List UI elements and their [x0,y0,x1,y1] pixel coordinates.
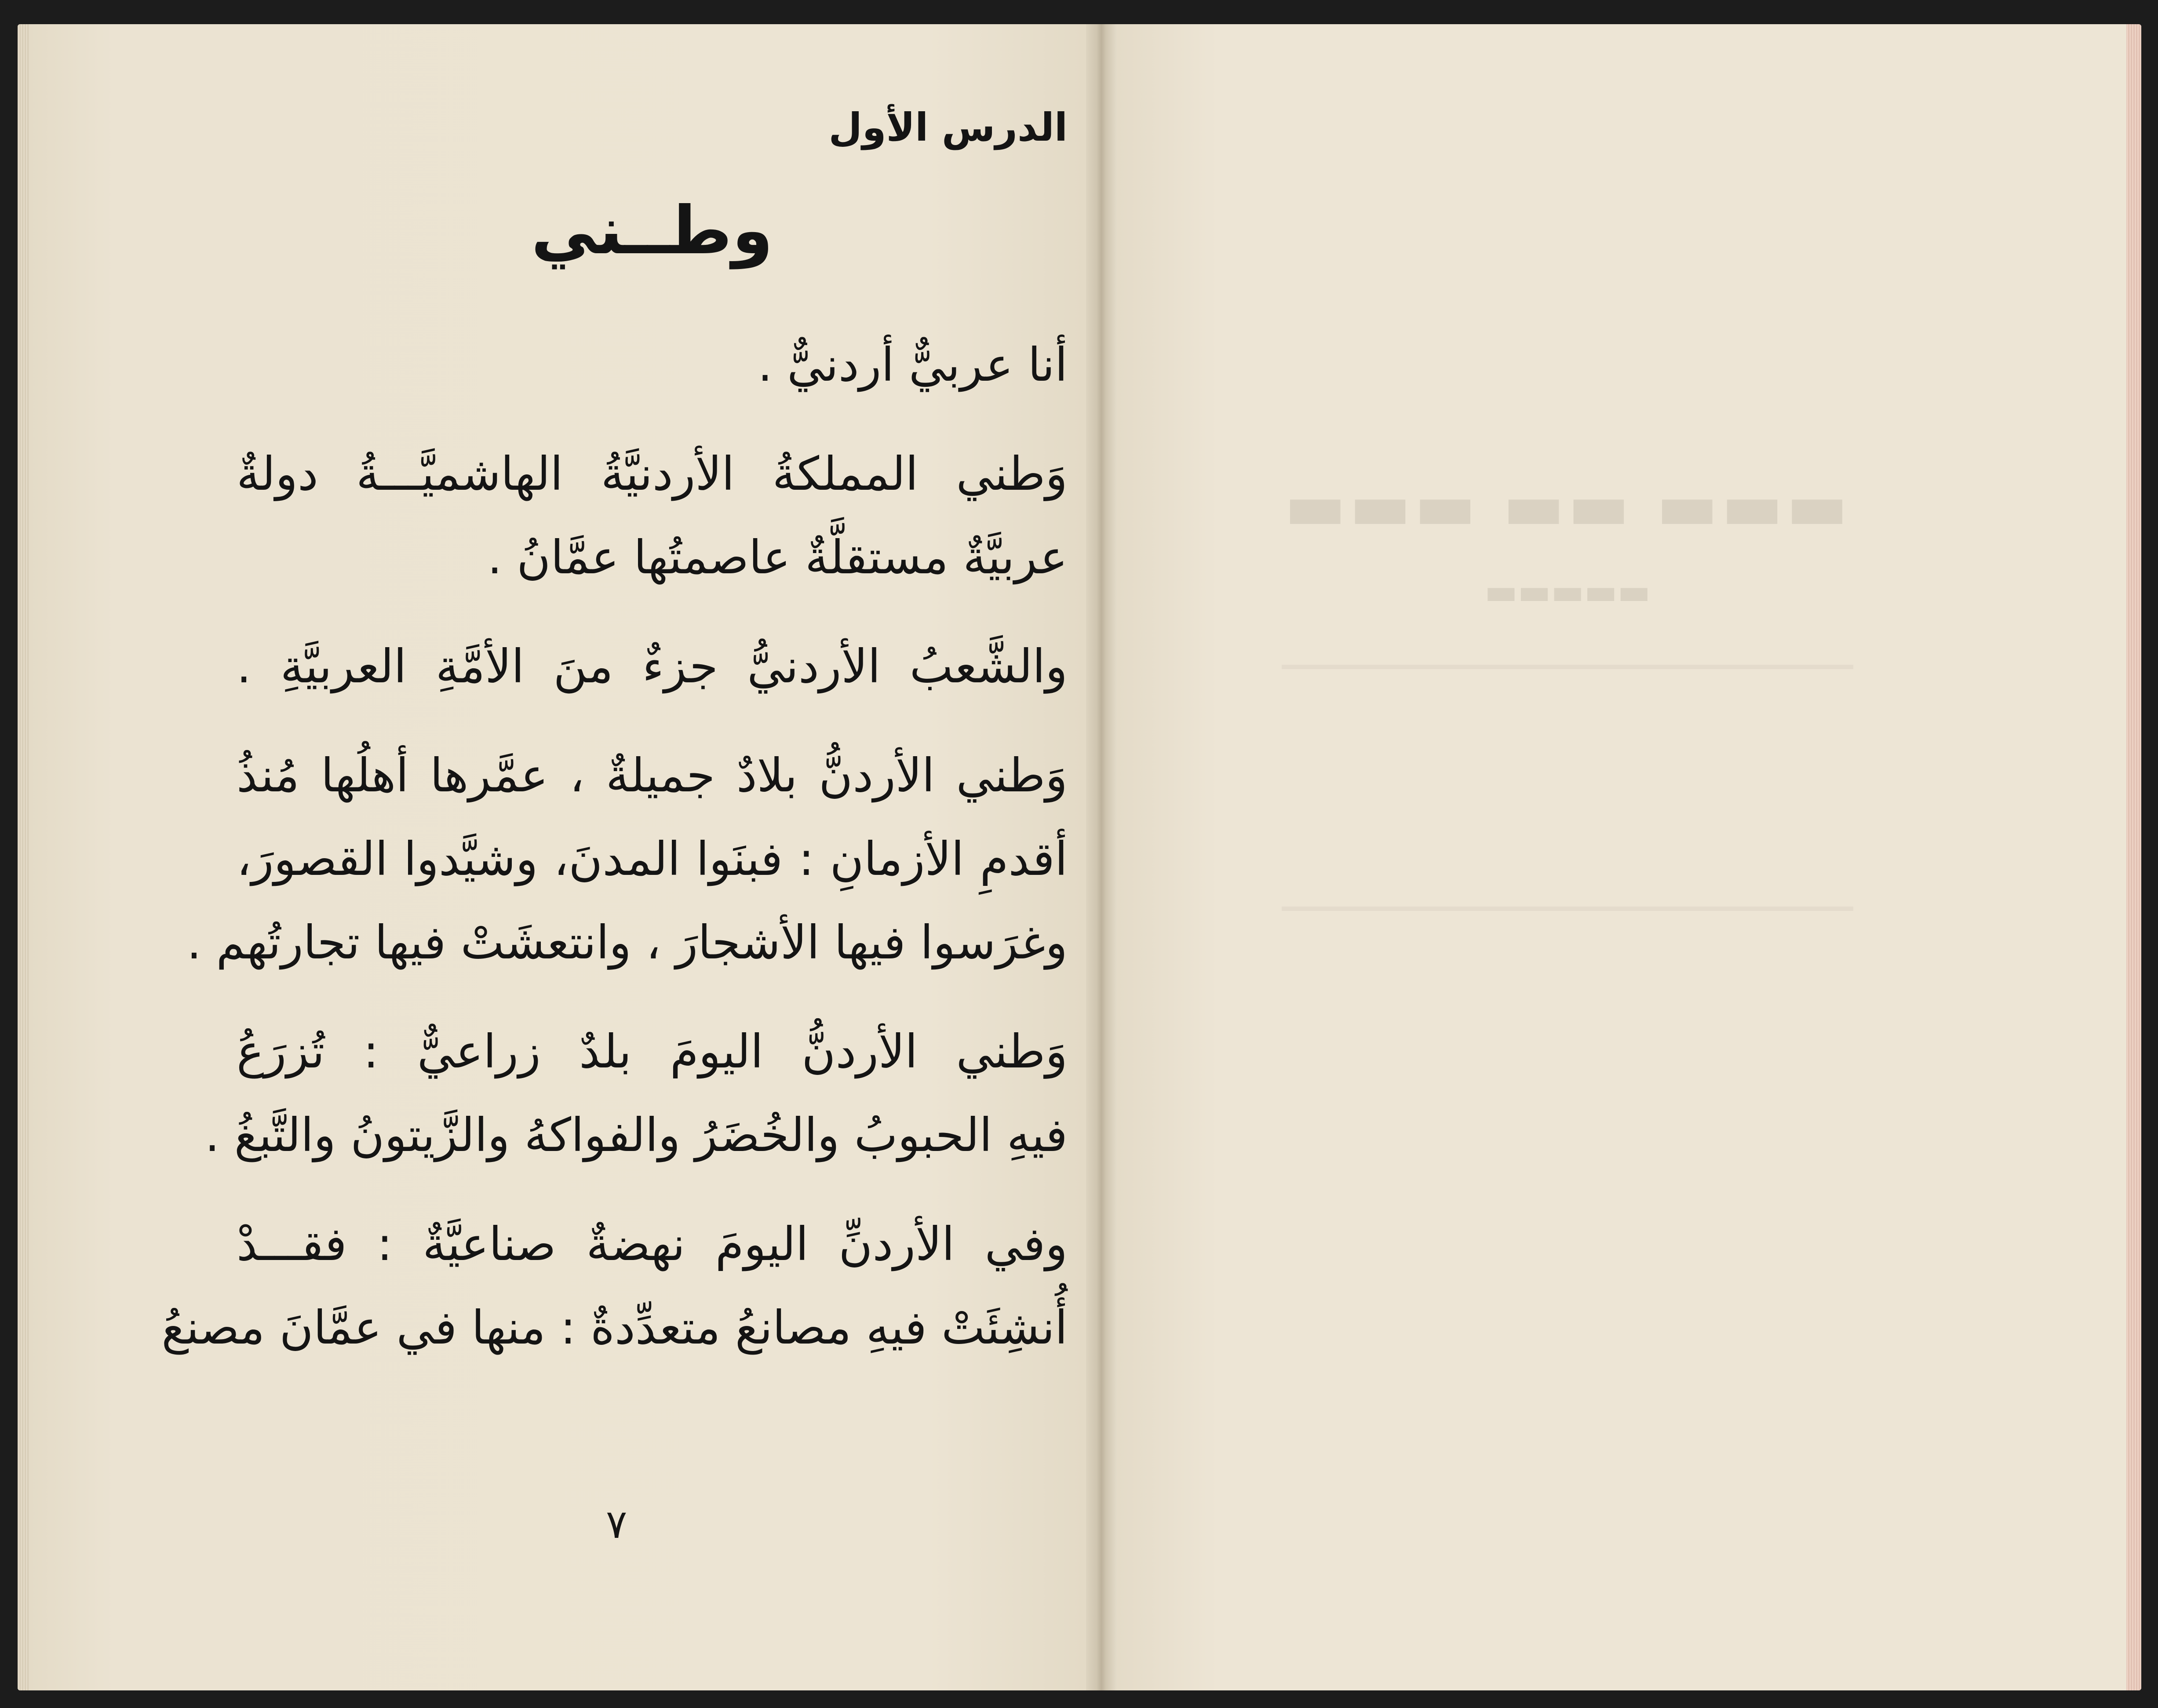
text-line: وَطني الأردنُّ اليومَ بلدٌ زراعيٌّ : تُزرَعُ [237,1025,1068,1078]
bleed-through-texture [1205,367,1930,1466]
page-edges-left [18,24,30,1690]
text-line: أقدمِ الأزمانِ : فبنَوا المدنَ، وشيَّدوا القصورَ، [237,832,1068,886]
book-spine [1086,24,1117,1690]
bleed-through-heading-shape: ▬▬▬ ▬▬ ▬▬▬ [1284,468,1851,545]
lesson-text-area [161,99,1068,1369]
left-page [30,24,1086,1690]
text-line: وَطني المملكةُ الأردنيَّةُ الهاشميَّـــةُ دولةٌ [237,447,1068,501]
lesson-title: وطــني [531,193,773,269]
text-line: وَطني الأردنُّ بلادٌ جميلةٌ ، عمَّرها أهلُها مُنذُ [237,749,1068,802]
lesson-label: الدرس الأول [828,105,1068,150]
text-line: وغرَسوا فيها الأشجارَ ، وانتعشَتْ فيها تجارتُهم . [186,916,1068,969]
lesson-body [161,323,1068,1369]
text-line: وفي الأردنِّ اليومَ نهضةٌ صناعيَّةٌ : فقـــدْ [237,1217,1068,1271]
text-line: أُنشِئَتْ فيهِ مصانعُ متعدِّدةٌ : منها في عمَّانَ مصنعُ [161,1301,1068,1355]
page-edges-right [2126,24,2141,1690]
bleed-through-block-shape [1282,665,1853,911]
open-book [18,24,2141,1690]
page-number: ٧ [606,1501,627,1548]
text-line: والشَّعبُ الأردنيُّ جزءٌ منَ الأمَّةِ العربيَّةِ . [237,640,1068,693]
bleed-through-subheading-shape: ▬▬▬▬▬ [1484,571,1651,612]
text-line: فيهِ الحبوبُ والخُضَرُ والفواكهُ والزَّيتونُ والتَّبغُ . [204,1108,1068,1162]
text-line: أنا عربيٌّ أردنيٌّ . [758,338,1068,392]
text-line: عربيَّةٌ مستقلَّةٌ عاصمتُها عمَّانُ . [487,531,1068,584]
